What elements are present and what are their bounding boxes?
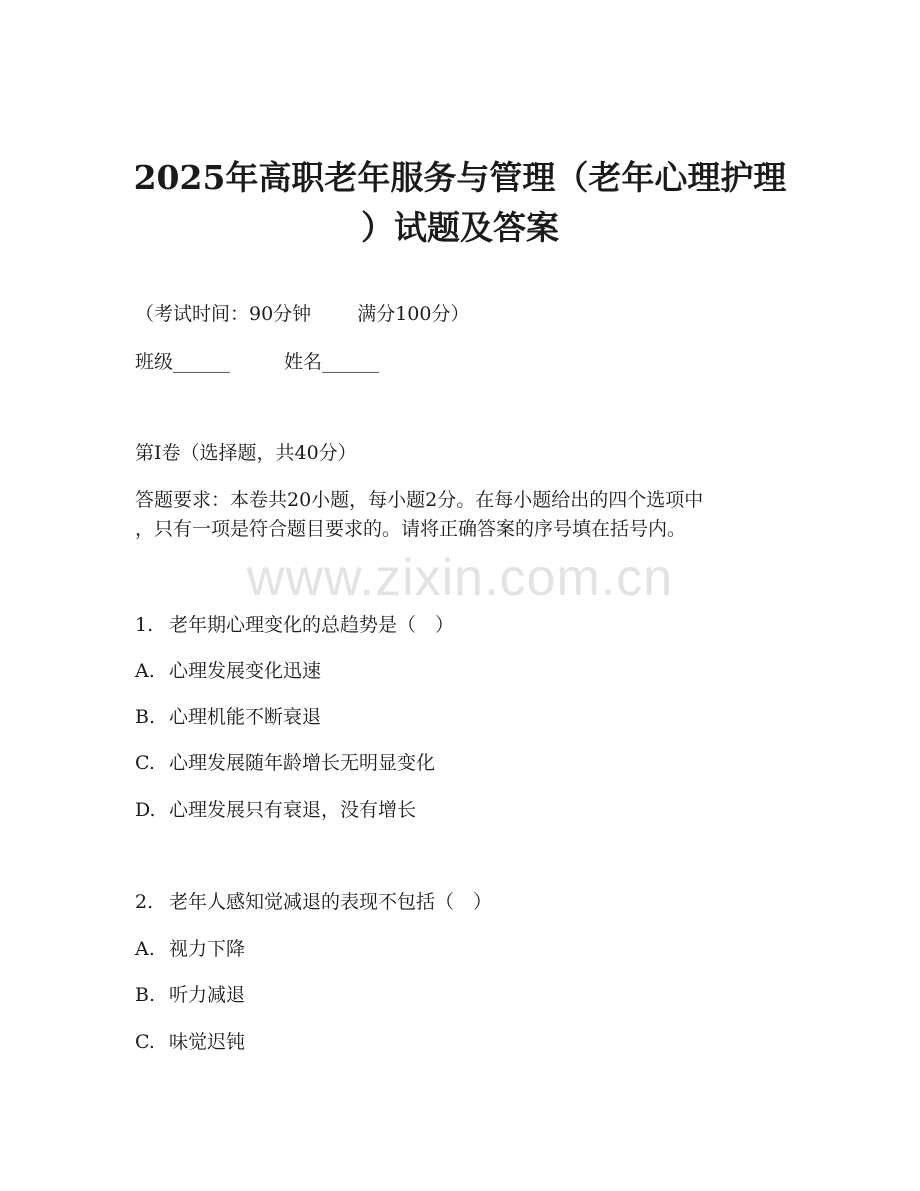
option-text: 心理机能不断衰退	[169, 706, 322, 728]
student-fields	[135, 350, 379, 374]
document-title-line-1: 2025年高职老年服务与管理（老年心理护理	[133, 158, 787, 197]
section-instructions-line-1: 答题要求：本卷共20小题，每小题2分。在每小题给出的四个选项中	[135, 489, 704, 511]
class-field: 班级______	[135, 351, 231, 373]
question-2-option-a	[135, 937, 245, 961]
watermark: www.zixin.com.cn	[246, 549, 674, 607]
option-text: 视力下降	[169, 938, 246, 960]
question-1-option-d	[135, 798, 416, 822]
option-letter: A.	[135, 660, 155, 682]
question-1-option-b	[135, 705, 321, 729]
exam-info	[135, 302, 469, 326]
option-letter: B.	[135, 706, 156, 728]
question-1-option-a	[135, 659, 321, 683]
option-text: 心理发展只有衰退，没有增长	[169, 799, 417, 821]
option-letter: C.	[135, 1031, 155, 1053]
question-number: 2.	[135, 891, 154, 913]
exam-time: （考试时间：90分钟	[135, 303, 312, 325]
question-1-option-c	[135, 751, 435, 775]
question-text: 老年期心理变化的总趋势是（ ）	[169, 614, 455, 636]
option-letter: A.	[135, 938, 155, 960]
document-title-line-2: ）试题及答案	[361, 208, 559, 247]
option-letter: B.	[135, 984, 156, 1006]
question-number: 1.	[135, 614, 154, 636]
question-1-stem	[135, 613, 454, 637]
option-letter: C.	[135, 752, 155, 774]
question-text: 老年人感知觉减退的表现不包括（ ）	[169, 891, 493, 913]
option-text: 心理发展变化迅速	[169, 660, 322, 682]
name-field: 姓名______	[284, 351, 380, 373]
section-header: 第I卷（选择题，共40分）	[135, 442, 357, 464]
section-instructions-line-2: ，只有一项是符合题目要求的。请将正确答案的序号填在括号内。	[135, 518, 687, 540]
option-text: 听力减退	[169, 984, 246, 1006]
option-text: 心理发展随年龄增长无明显变化	[169, 752, 436, 774]
exam-full-score: 满分100分）	[357, 303, 470, 325]
option-text: 味觉迟钝	[169, 1031, 246, 1053]
question-2-option-c	[135, 1030, 245, 1054]
question-2-option-b	[135, 983, 245, 1007]
option-letter: D.	[135, 799, 156, 821]
question-2-stem	[135, 890, 492, 914]
